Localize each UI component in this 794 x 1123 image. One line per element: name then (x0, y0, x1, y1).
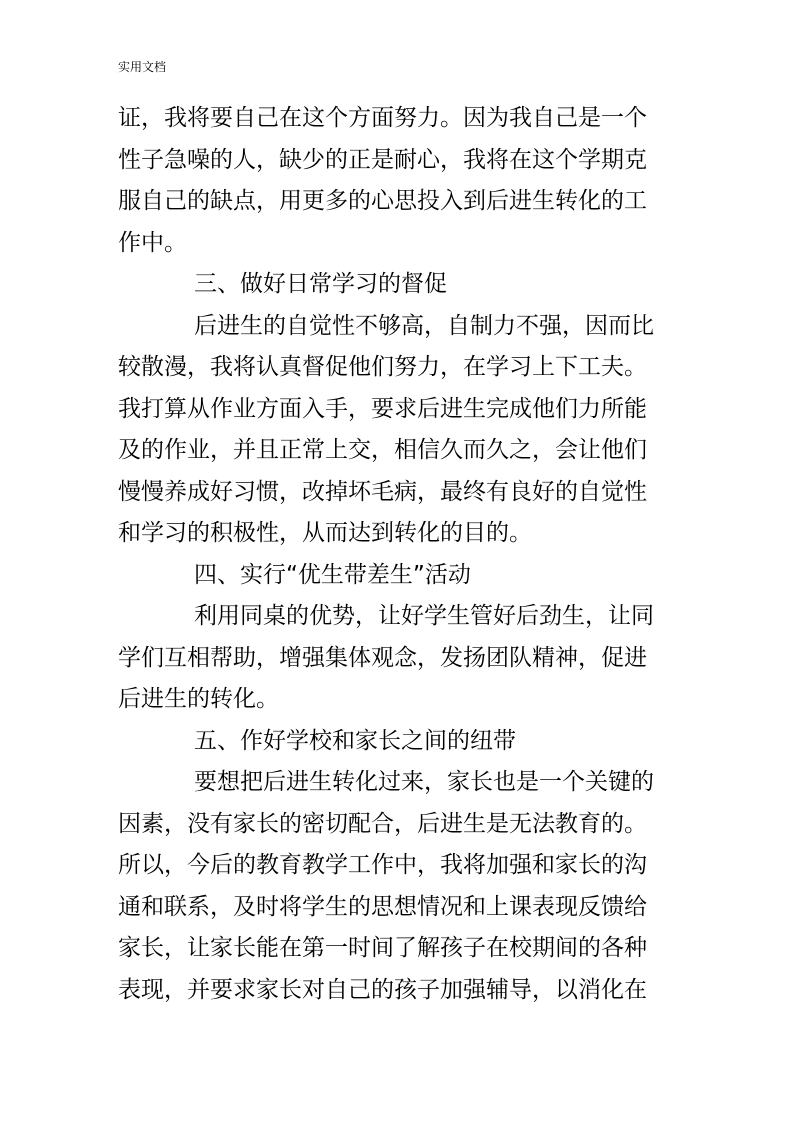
text-line: 表现，并要求家长对自己的孩子加强辅导，以消化在 (118, 976, 647, 1003)
text-line: 学们互相帮助，增强集体观念，发扬团队精神，促进 (118, 644, 647, 671)
text-line: 慢慢养成好习惯，改掉坏毛病，最终有良好的自觉性 (118, 478, 647, 505)
paragraph-start: 后进生的自觉性不够高，自制力不强，因而比 (194, 312, 654, 339)
text-line: 作中。 (118, 229, 187, 256)
document-body (118, 98, 678, 1011)
text-line: 和学习的积极性，从而达到转化的目的。 (118, 520, 532, 546)
paragraph-start: 利用同桌的优势，让好学生管好后劲生，让同 (194, 603, 654, 629)
text-line: 因素，没有家长的密切配合，后进生是无法教育的。 (118, 810, 647, 837)
text-line: 性子急噪的人，缺少的正是耐心，我将在这个学期克 (118, 146, 647, 173)
text-line: 及的作业，并且正常上交，相信久而久之，会让他们 (118, 437, 647, 463)
text-line: 证，我将要自己在这个方面努力。因为我自己是一个 (118, 105, 647, 131)
section-heading-4: 四、实行“优生带差生”活动 (194, 561, 471, 588)
page-header-label: 实用文档 (118, 60, 167, 74)
text-line: 后进生的转化。 (118, 686, 279, 712)
section-heading-5: 五、作好学校和家长之间的纽带 (194, 727, 516, 754)
text-line: 家长，让家长能在第一时间了解孩子在校期间的各种 (118, 935, 647, 961)
text-line: 通和联系，及时将学生的思想情况和上课表现反馈给 (118, 893, 647, 920)
text-line: 服自己的缺点，用更多的心思投入到后进生转化的工 (118, 188, 647, 214)
text-line: 我打算从作业方面入手，要求后进生完成他们力所能 (118, 395, 647, 422)
text-line: 所以，今后的教育教学工作中，我将加强和家长的沟 (118, 852, 647, 878)
section-heading-3: 三、做好日常学习的督促 (194, 271, 447, 297)
text-line: 较散漫，我将认真督促他们努力，在学习上下工夫。 (118, 354, 647, 380)
paragraph-start: 要想把后进生转化过来，家长也是一个关键的 (194, 769, 654, 795)
